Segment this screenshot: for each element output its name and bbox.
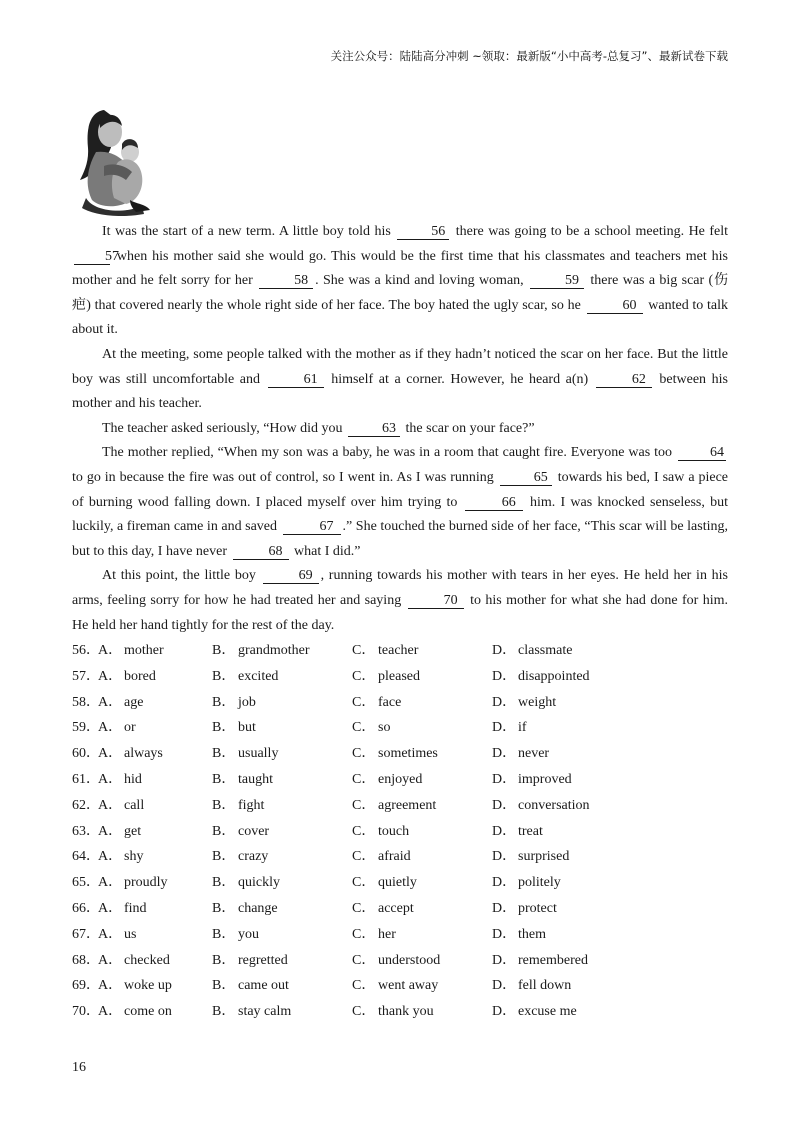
- option-a[interactable]: 61．A． hid: [72, 771, 142, 787]
- option-d[interactable]: D． never: [492, 746, 550, 762]
- question-row-60: [72, 741, 728, 767]
- option-d[interactable]: D． if: [492, 720, 527, 736]
- option-d[interactable]: D． conversation: [492, 797, 590, 813]
- option-d[interactable]: D． weight: [492, 694, 557, 710]
- option-a[interactable]: 56．A． mother: [72, 643, 164, 658]
- blank-69: 69: [263, 568, 319, 584]
- blank-62: 62: [596, 372, 652, 388]
- option-c[interactable]: C． face: [352, 694, 402, 710]
- option-b[interactable]: B． but: [212, 720, 256, 736]
- question-row-70: [72, 999, 728, 1025]
- passage-paragraph-1: It was the start of a new term. A little boy told his 56 there was going to be a school meeting. He felt 57 when his mother said she would go. This would be the first time that his classmates and teachers met his mother and he felt sorry for her 58 . She was a kind and loving woman, 59 there was a big scar (伤疤) that covered nearly the whole right side of her face. The boy hated the ugly scar, so he 60 wanted to talk about it.: [72, 224, 729, 338]
- passage-paragraph-2: At the meeting, some people talked with the mother as if they hadn’t noticed the scar on her face. But the little boy was still uncomfortable and 61 himself at a corner. However, he heard a(n) 62 between his mother and his teacher.: [72, 346, 728, 412]
- option-b[interactable]: B． usually: [212, 746, 279, 762]
- option-b[interactable]: B． crazy: [212, 849, 269, 865]
- option-b[interactable]: B． excited: [212, 668, 279, 684]
- blank-65: 65: [500, 470, 552, 486]
- option-c[interactable]: C． sometimes: [352, 746, 438, 762]
- question-row-57: [72, 664, 728, 690]
- blank-67: 67: [283, 519, 341, 535]
- option-d[interactable]: D． politely: [492, 875, 561, 891]
- option-a[interactable]: 69．A． woke up: [72, 978, 172, 994]
- option-d[interactable]: D． improved: [492, 771, 572, 787]
- page-number: 16: [72, 1060, 86, 1075]
- option-d[interactable]: D． disappointed: [492, 668, 590, 684]
- option-a[interactable]: 67．A． us: [72, 926, 137, 942]
- option-b[interactable]: B． job: [212, 694, 256, 710]
- blank-61: 61: [268, 372, 324, 388]
- option-b[interactable]: B． taught: [212, 771, 273, 787]
- option-a[interactable]: 59．A． or: [72, 720, 136, 736]
- option-c[interactable]: C． afraid: [352, 849, 411, 865]
- question-row-62: [72, 793, 728, 819]
- reading-passage: [72, 220, 728, 638]
- option-a[interactable]: 65．A． proudly: [72, 875, 168, 891]
- option-d[interactable]: D． protect: [492, 900, 557, 916]
- option-b[interactable]: B． change: [212, 900, 278, 916]
- option-d[interactable]: D． remembered: [492, 952, 588, 968]
- blank-68: 68: [233, 544, 289, 560]
- option-b[interactable]: B． cover: [212, 823, 270, 839]
- option-d[interactable]: D． treat: [492, 823, 543, 839]
- option-a[interactable]: 64．A． shy: [72, 849, 144, 865]
- question-row-56: [72, 638, 728, 664]
- blank-59: 59: [530, 273, 584, 289]
- option-a[interactable]: 66．A． find: [72, 900, 147, 916]
- option-a[interactable]: 58．A． age: [72, 694, 144, 710]
- option-d[interactable]: D． fell down: [492, 978, 572, 994]
- page-header: 关注公众号：陆陆高分冲刺 ~领取：最新版“小中高考-总复习”、最新试卷下载: [330, 49, 728, 63]
- question-row-69: [72, 973, 728, 999]
- option-a[interactable]: 57．A． bored: [72, 668, 156, 684]
- blank-63: 63: [348, 421, 400, 437]
- blank-58: 58: [259, 273, 313, 289]
- passage-paragraph-3: The teacher asked seriously, “How did you 63 the scar on your face?”: [102, 420, 535, 436]
- option-b[interactable]: B． regretted: [212, 952, 288, 968]
- blank-56: 56: [397, 224, 449, 240]
- option-b[interactable]: B． fight: [212, 797, 265, 813]
- question-row-65: [72, 870, 728, 896]
- blank-66: 66: [465, 495, 523, 511]
- option-a[interactable]: 63．A． get: [72, 823, 142, 839]
- option-d[interactable]: D． classmate: [492, 643, 573, 658]
- blank-70: 70: [408, 593, 464, 609]
- option-a[interactable]: 68．A． checked: [72, 952, 170, 968]
- option-c[interactable]: C． thank you: [352, 1004, 434, 1020]
- question-row-68: [72, 948, 728, 974]
- option-a[interactable]: 60．A． always: [72, 746, 163, 762]
- option-d[interactable]: D． excuse me: [492, 1004, 577, 1020]
- question-row-61: [72, 767, 728, 793]
- blank-57: 57: [74, 249, 110, 265]
- question-row-59: [72, 715, 728, 741]
- option-c[interactable]: C． quietly: [352, 875, 417, 891]
- passage-paragraph-4: The mother replied, “When my son was a baby, he was in a room that caught fire. Everyone was too 64 to go in because the fire was out of control, so I went in. As I was running 65 towards his bed, I saw a piece of burning wood falling down. I placed myself over him trying to 66 him. I was knocked senseless, but luckily, a fireman came in and saved 67 .” She touched the burned side of her face, “This scar will be lasting, but to this day, I have never 68 what I did.”: [72, 445, 729, 559]
- option-c[interactable]: C． so: [352, 720, 391, 736]
- option-b[interactable]: B． you: [212, 926, 259, 942]
- option-c[interactable]: C． understood: [352, 952, 441, 968]
- question-row-64: [72, 844, 728, 870]
- passage-paragraph-5: At this point, the little boy 69 , running towards his mother with tears in her eyes. He held her in his arms, feeling sorry for how he had treated her and saying 70 to his mother for what she had done for him. He held her hand tightly for the rest of the day.: [72, 568, 729, 633]
- option-c[interactable]: C． her: [352, 926, 396, 942]
- question-row-66: [72, 896, 728, 922]
- option-a[interactable]: 62．A． call: [72, 797, 145, 813]
- question-row-67: [72, 922, 728, 948]
- question-row-58: [72, 690, 728, 716]
- option-a[interactable]: 70．A． come on: [72, 1004, 172, 1020]
- option-c[interactable]: C． accept: [352, 900, 414, 916]
- option-c[interactable]: C． went away: [352, 978, 439, 994]
- option-b[interactable]: B． grandmother: [212, 643, 310, 658]
- option-d[interactable]: D． surprised: [492, 849, 570, 865]
- question-row-63: [72, 819, 728, 845]
- option-c[interactable]: C． enjoyed: [352, 771, 423, 787]
- blank-60: 60: [587, 298, 643, 314]
- option-b[interactable]: B． came out: [212, 978, 289, 994]
- option-c[interactable]: C． pleased: [352, 668, 420, 684]
- option-c[interactable]: C． touch: [352, 823, 410, 839]
- option-c[interactable]: C． teacher: [352, 643, 419, 658]
- blank-64: 64: [678, 445, 726, 461]
- answer-options-list: [72, 638, 728, 1025]
- option-d[interactable]: D． them: [492, 926, 546, 942]
- option-b[interactable]: B． stay calm: [212, 1004, 292, 1020]
- option-b[interactable]: B． quickly: [212, 875, 280, 891]
- option-c[interactable]: C． agreement: [352, 797, 437, 813]
- woman-hugging-child-illustration: [74, 104, 154, 216]
